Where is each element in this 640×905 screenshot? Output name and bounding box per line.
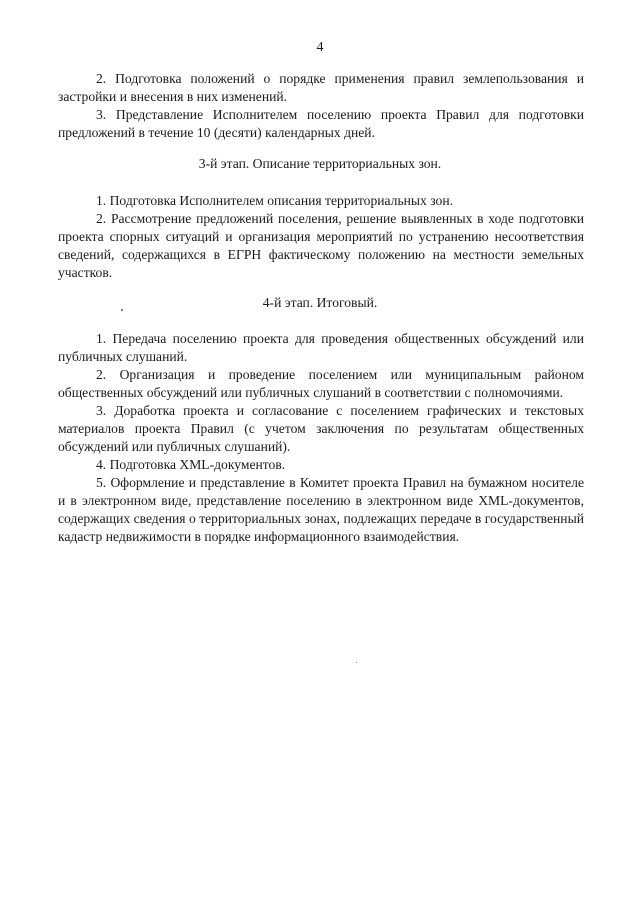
list-item: 1. Передача поселению проекта для проведения общественных обсуждений или публичных слушаний. bbox=[58, 331, 584, 364]
list-item: 2. Организация и проведение поселением или муниципальным районом общественных обсуждений или публичных слушаний в соответствии с полномочиями. bbox=[58, 367, 584, 400]
list-item: 3. Доработка проекта и согласование с поселением графических и текстовых материалов проекта Правил (с учетом заключения по результатам общественных обсуждений или публичных слушаний). bbox=[58, 403, 584, 454]
list-item: 2. Подготовка положений о порядке применения правил землепользования и застройки и внесения в них изменений. bbox=[58, 71, 584, 104]
list-item: 3. Представление Исполнителем поселению проекта Правил для подготовки предложений в течение 10 (десяти) календарных дней. bbox=[58, 107, 584, 140]
list-item: 1. Подготовка Исполнителем описания территориальных зон. bbox=[96, 193, 454, 208]
stage3-heading: 3-й этап. Описание территориальных зон. bbox=[198, 156, 442, 171]
scan-speck bbox=[356, 662, 357, 663]
section2-items bbox=[58, 70, 584, 142]
list-item: 5. Оформление и представление в Комитет проекта Правил на бумажном носителе и в электронном виде, представление поселению в электронном виде XML-документов, содержащих сведения о территориальных зонах, подлежащих передаче в государственный кадастр недвижимости в порядке информационного взаимодействия. bbox=[58, 475, 584, 544]
page-number: 4 bbox=[316, 40, 324, 55]
list-item: 4. Подготовка XML-документов. bbox=[96, 457, 286, 472]
list-item: 2. Рассмотрение предложений поселения, решение выявленных в ходе подготовки проекта спорных ситуаций и организация мероприятий по устранению несоответствия сведений, содержащихся в ЕГРН фактическому положению на местности земельных участков. bbox=[58, 211, 584, 280]
stage4-items bbox=[58, 330, 584, 546]
stage4-heading: 4-й этап. Итоговый. bbox=[262, 295, 378, 310]
stage3-items bbox=[58, 192, 584, 282]
